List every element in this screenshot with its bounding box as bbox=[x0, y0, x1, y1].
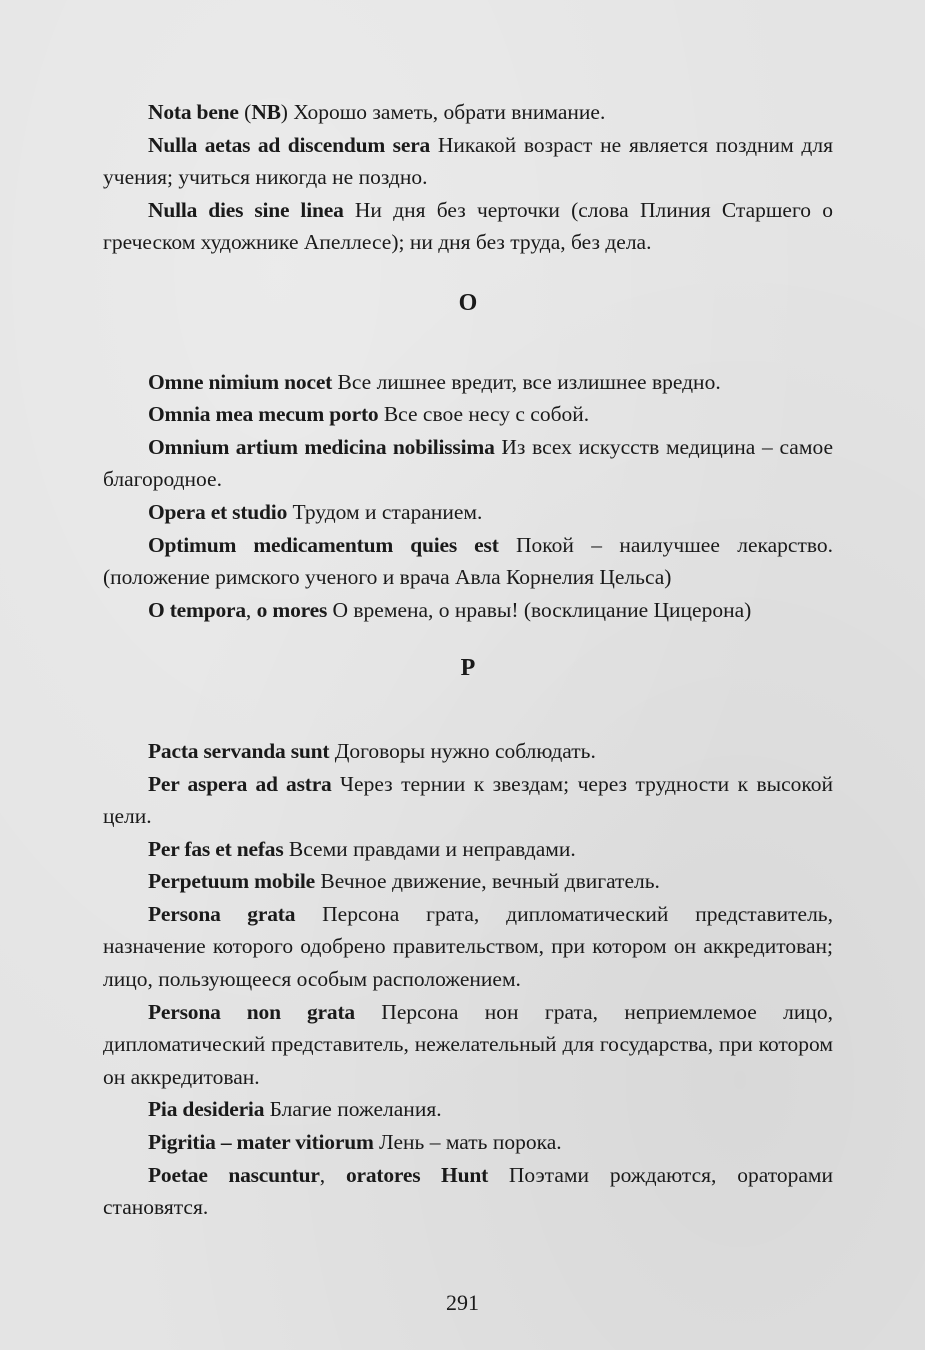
entry-pacta-servanda bbox=[103, 735, 833, 768]
entry-term: Opera et studio bbox=[148, 499, 288, 524]
entry-omnia-mea bbox=[103, 398, 833, 431]
entry-text: Благие пожелания. bbox=[264, 1097, 442, 1122]
entry-term: Persona grata bbox=[148, 901, 296, 926]
entry-text: Через тернии к звездам; через трудности к высокой цели. bbox=[103, 771, 834, 829]
entry-text: Персона грата, дипломатический представитель, назначение которого одобрено правительством, при котором он аккредитован; лицо, пользующееся особым расположением. bbox=[103, 901, 833, 992]
entry-pigritia bbox=[103, 1126, 833, 1159]
entry-text: Из всех искусств медицина – самое благородное. bbox=[103, 434, 834, 492]
entry-text: Лень – мать порока. bbox=[373, 1130, 562, 1155]
entry-term: Omnium artium medicina nobilissima bbox=[148, 434, 495, 459]
entry-term: Nulla aetas ad discendum sera bbox=[148, 132, 431, 157]
entry-omnium-artium bbox=[103, 431, 833, 496]
entry-term: Omne nimium nocet bbox=[148, 369, 333, 394]
entry-term: Omnia mea mecum porto bbox=[148, 402, 379, 427]
entry-term: Per fas et nefas bbox=[148, 836, 284, 861]
dictionary-text bbox=[103, 96, 833, 1224]
entry-text: Всеми правдами и неправдами. bbox=[283, 836, 576, 861]
section-heading-o: O bbox=[458, 289, 478, 316]
entry-term: Nulla dies sine linea bbox=[148, 197, 344, 222]
entry-perpetuum-mobile bbox=[103, 865, 833, 898]
entry-opera-et-studio bbox=[103, 496, 833, 529]
entry-persona-grata bbox=[103, 898, 833, 996]
entry-nulla-aetas bbox=[103, 129, 833, 194]
entry-omne-nimium bbox=[103, 366, 833, 399]
entry-persona-non-grata bbox=[103, 996, 833, 1094]
entry-per-fas bbox=[103, 833, 833, 866]
entry-text: Трудом и старанием. bbox=[287, 499, 483, 524]
entry-term: Optimum medicamentum quies est bbox=[148, 532, 499, 557]
entry-text-secondary: ) Хорошо заметь, обрати внимание. bbox=[280, 100, 606, 124]
entry-term: O tempora bbox=[148, 597, 246, 622]
entry-text: Договоры нужно соблюдать. bbox=[329, 738, 596, 763]
entry-o-tempora bbox=[103, 594, 833, 627]
entry-poetae-nascuntur bbox=[103, 1159, 833, 1224]
entry-text: Все лишнее вредит, все излишнее вредно. bbox=[332, 369, 721, 394]
entry-text: Персона нон грата, неприемлемое лицо, дипломатический представитель, нежелательный для государства, при котором он аккредитован. bbox=[103, 999, 833, 1089]
entry-pia-desideria bbox=[103, 1093, 833, 1126]
entry-term: Persona non grata bbox=[148, 999, 355, 1024]
entry-nota-bene bbox=[103, 96, 833, 129]
entry-term: Pia desideria bbox=[148, 1097, 265, 1122]
entry-term-secondary: NB bbox=[251, 100, 281, 124]
entry-term: Nota bene bbox=[148, 100, 239, 124]
section-heading-p: P bbox=[460, 655, 476, 682]
entry-nulla-dies bbox=[103, 194, 833, 259]
entry-per-aspera bbox=[103, 768, 833, 833]
entry-text: Вечное движение, вечный двигатель. bbox=[314, 869, 660, 894]
entry-term: Pigritia – mater vitiorum bbox=[148, 1130, 374, 1155]
entry-text: Никакой возраст не является поздним для учения; учиться никогда не поздно. bbox=[103, 132, 833, 190]
entry-term: Poetae nascuntur bbox=[148, 1162, 320, 1187]
entry-term: Per aspera ad astra bbox=[148, 771, 332, 796]
page-number: 291 bbox=[446, 1290, 479, 1315]
entry-text: Ни дня без черточки (слова Плиния Старшего о греческом художнике Апеллесе); ни дня без труда, без дела. bbox=[103, 197, 834, 255]
entry-text: Все свое несу с собой. bbox=[378, 402, 590, 427]
entry-term-secondary: oratores Hunt bbox=[345, 1162, 489, 1187]
entry-text: ( bbox=[238, 100, 252, 124]
entry-text: Покой – наилучшее лекарство. (положение римского ученого и врача Авла Корнелия Цельса) bbox=[103, 532, 833, 590]
entry-text: , bbox=[245, 597, 257, 622]
entry-term: Perpetuum mobile bbox=[148, 869, 315, 894]
entry-optimum-medicamentum bbox=[103, 529, 833, 594]
entry-text-secondary: О времена, о нравы! (восклицание Цицерона) bbox=[327, 597, 752, 622]
entry-text-secondary: Поэтами рождаются, ораторами становятся. bbox=[103, 1162, 833, 1220]
entry-text: , bbox=[319, 1162, 346, 1187]
entry-term-secondary: o mores bbox=[256, 597, 328, 622]
entry-term: Pacta servanda sunt bbox=[148, 738, 330, 763]
